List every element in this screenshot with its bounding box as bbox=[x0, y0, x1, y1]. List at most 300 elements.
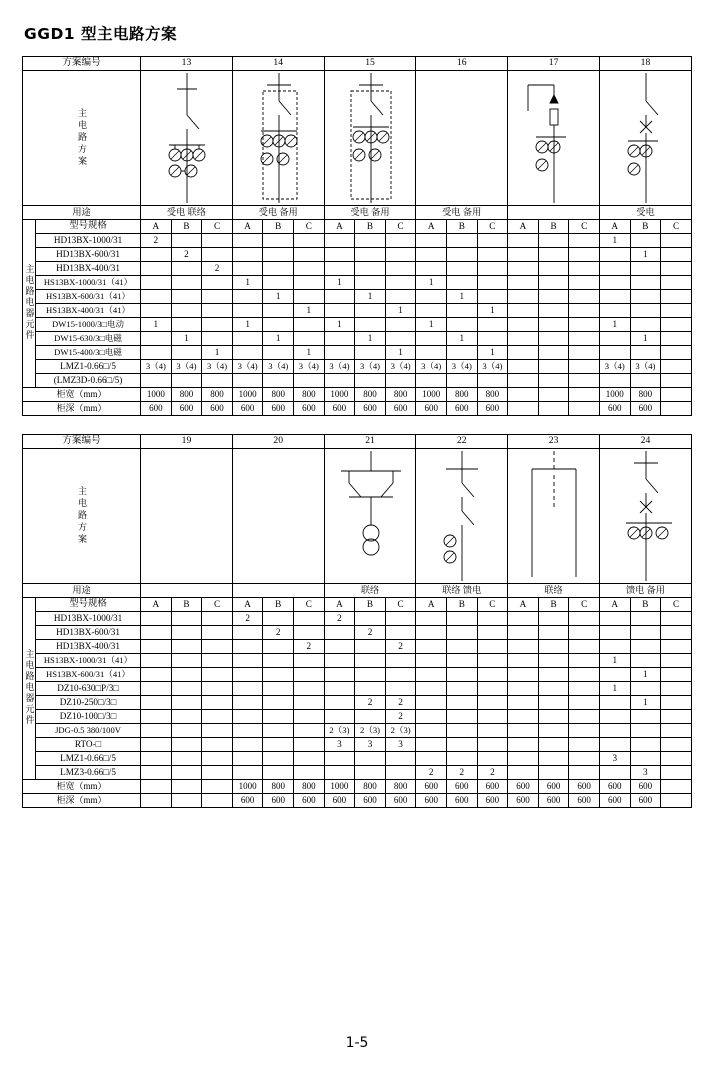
cell: 600 bbox=[294, 402, 325, 416]
cell: 600 bbox=[324, 794, 355, 808]
cell: 1 bbox=[416, 276, 447, 290]
cell bbox=[324, 654, 355, 668]
cell bbox=[538, 738, 569, 752]
cell bbox=[508, 738, 539, 752]
cell bbox=[171, 304, 202, 318]
cell bbox=[324, 262, 355, 276]
table-row bbox=[23, 360, 692, 374]
cell bbox=[355, 262, 386, 276]
phase-header-a: A bbox=[324, 220, 355, 234]
cell: 1 bbox=[355, 332, 386, 346]
cell: 600 bbox=[538, 780, 569, 794]
cell bbox=[477, 626, 508, 640]
phase-header-a: A bbox=[508, 220, 539, 234]
table-row bbox=[23, 766, 692, 780]
cell bbox=[141, 262, 172, 276]
circuit-diagram-23 bbox=[508, 449, 600, 584]
cell: 1 bbox=[324, 318, 355, 332]
cell: 800 bbox=[355, 388, 386, 402]
table-row bbox=[23, 276, 692, 290]
phase-header-c: C bbox=[294, 598, 325, 612]
phase-header-b: B bbox=[446, 598, 477, 612]
cell bbox=[569, 682, 600, 696]
cell bbox=[355, 374, 386, 388]
circuit-diagram-18 bbox=[599, 71, 691, 206]
cell bbox=[263, 682, 294, 696]
cell bbox=[416, 262, 447, 276]
scheme-number-17: 17 bbox=[508, 57, 600, 71]
cell bbox=[232, 640, 263, 654]
scheme-no-header: 方案编号 bbox=[23, 435, 141, 449]
cell: 1 bbox=[477, 304, 508, 318]
cell bbox=[385, 766, 416, 780]
cell: 1 bbox=[171, 332, 202, 346]
cell bbox=[538, 360, 569, 374]
phase-header-b: B bbox=[355, 220, 386, 234]
cell: 800 bbox=[294, 780, 325, 794]
phase-header-b: B bbox=[446, 220, 477, 234]
circuit-diagram-24 bbox=[599, 449, 691, 584]
cell bbox=[446, 738, 477, 752]
cell bbox=[324, 668, 355, 682]
table-row bbox=[23, 668, 692, 682]
cell bbox=[171, 696, 202, 710]
cell bbox=[630, 738, 661, 752]
table-row bbox=[23, 682, 692, 696]
cell bbox=[171, 766, 202, 780]
cell bbox=[599, 304, 630, 318]
cell bbox=[477, 738, 508, 752]
phase-header-a: A bbox=[599, 220, 630, 234]
cell bbox=[202, 766, 233, 780]
cell bbox=[630, 724, 661, 738]
cell bbox=[538, 290, 569, 304]
cell bbox=[355, 234, 386, 248]
table-row bbox=[23, 626, 692, 640]
cell: 2 bbox=[263, 626, 294, 640]
cell bbox=[661, 668, 692, 682]
model-spec-header: 型号规格 bbox=[36, 220, 141, 234]
phase-header-c: C bbox=[477, 598, 508, 612]
cell bbox=[202, 710, 233, 724]
main-circuit-scheme-label: 主电路方案 bbox=[23, 71, 141, 206]
cell bbox=[416, 248, 447, 262]
cell bbox=[599, 374, 630, 388]
cell bbox=[141, 724, 172, 738]
cell bbox=[446, 318, 477, 332]
table-row bbox=[23, 654, 692, 668]
cell bbox=[202, 374, 233, 388]
cell bbox=[569, 752, 600, 766]
cell bbox=[385, 654, 416, 668]
cell bbox=[630, 374, 661, 388]
cell bbox=[202, 668, 233, 682]
table-row bbox=[23, 374, 692, 388]
cell: 1000 bbox=[599, 388, 630, 402]
cell bbox=[141, 276, 172, 290]
scheme-no-header: 方案编号 bbox=[23, 57, 141, 71]
cell bbox=[355, 766, 386, 780]
cell bbox=[569, 234, 600, 248]
cell bbox=[294, 612, 325, 626]
cell bbox=[416, 290, 447, 304]
cell bbox=[538, 262, 569, 276]
cell bbox=[538, 612, 569, 626]
cell bbox=[355, 752, 386, 766]
cell bbox=[569, 304, 600, 318]
cell: 600 bbox=[446, 794, 477, 808]
cell: 600 bbox=[599, 780, 630, 794]
cell bbox=[477, 332, 508, 346]
cell bbox=[538, 724, 569, 738]
cell bbox=[508, 766, 539, 780]
cell bbox=[294, 262, 325, 276]
cell bbox=[171, 276, 202, 290]
cell: 2 bbox=[446, 766, 477, 780]
cell bbox=[294, 626, 325, 640]
table-row bbox=[23, 220, 692, 234]
cell: 1 bbox=[446, 332, 477, 346]
cell bbox=[661, 402, 692, 416]
component-name: HD13BX-1000/31 bbox=[36, 234, 141, 248]
cell bbox=[202, 640, 233, 654]
cell bbox=[263, 696, 294, 710]
cell: 1 bbox=[599, 234, 630, 248]
cell: 600 bbox=[569, 780, 600, 794]
cell bbox=[202, 318, 233, 332]
cell: 2 bbox=[416, 766, 447, 780]
scheme-number-23: 23 bbox=[508, 435, 600, 449]
cell bbox=[661, 276, 692, 290]
cell: 1000 bbox=[324, 388, 355, 402]
component-name: HS13BX-1000/31（41） bbox=[36, 654, 141, 668]
cell bbox=[446, 654, 477, 668]
phase-header-c: C bbox=[569, 220, 600, 234]
cell bbox=[446, 276, 477, 290]
cell bbox=[324, 710, 355, 724]
cell bbox=[324, 290, 355, 304]
cell bbox=[599, 626, 630, 640]
cell bbox=[232, 626, 263, 640]
cell bbox=[446, 374, 477, 388]
cell bbox=[477, 710, 508, 724]
cell bbox=[141, 290, 172, 304]
table-row bbox=[23, 612, 692, 626]
cell bbox=[232, 346, 263, 360]
cell bbox=[385, 290, 416, 304]
cell bbox=[661, 766, 692, 780]
table-row bbox=[23, 262, 692, 276]
cell bbox=[477, 724, 508, 738]
cell bbox=[538, 346, 569, 360]
cell bbox=[202, 780, 233, 794]
cell: 1 bbox=[385, 346, 416, 360]
cell bbox=[141, 696, 172, 710]
cell bbox=[569, 654, 600, 668]
phase-header-b: B bbox=[538, 220, 569, 234]
table-row bbox=[23, 640, 692, 654]
component-name: RTO-□ bbox=[36, 738, 141, 752]
component-name: HS13BX-600/31（41） bbox=[36, 290, 141, 304]
cell: 1000 bbox=[232, 388, 263, 402]
cell bbox=[477, 682, 508, 696]
cell bbox=[569, 318, 600, 332]
cell bbox=[232, 332, 263, 346]
phase-header-c: C bbox=[385, 220, 416, 234]
cell bbox=[294, 654, 325, 668]
cell bbox=[141, 626, 172, 640]
cell bbox=[538, 318, 569, 332]
cell bbox=[599, 724, 630, 738]
cell: 1 bbox=[477, 346, 508, 360]
cell bbox=[355, 304, 386, 318]
cell bbox=[446, 248, 477, 262]
cell bbox=[141, 612, 172, 626]
cell: 3 bbox=[630, 766, 661, 780]
cell bbox=[263, 318, 294, 332]
cell: 1000 bbox=[141, 388, 172, 402]
cell bbox=[416, 234, 447, 248]
cell bbox=[661, 290, 692, 304]
cell bbox=[232, 248, 263, 262]
cell: 600 bbox=[294, 794, 325, 808]
cell: 1 bbox=[630, 696, 661, 710]
components-side-label: 主电路电器元件 bbox=[23, 598, 36, 780]
cell bbox=[538, 388, 569, 402]
cell bbox=[355, 682, 386, 696]
cell bbox=[263, 654, 294, 668]
cell: 3 bbox=[355, 738, 386, 752]
table-row bbox=[23, 598, 692, 612]
cell bbox=[416, 738, 447, 752]
cell bbox=[263, 724, 294, 738]
cell bbox=[538, 752, 569, 766]
cell: 2 bbox=[477, 766, 508, 780]
cell bbox=[263, 248, 294, 262]
cell bbox=[416, 374, 447, 388]
phase-header-c: C bbox=[661, 598, 692, 612]
cell bbox=[569, 360, 600, 374]
cell bbox=[599, 276, 630, 290]
cell bbox=[508, 318, 539, 332]
cell bbox=[263, 612, 294, 626]
cell: 3（4) bbox=[263, 360, 294, 374]
circuit-diagram-17 bbox=[508, 71, 600, 206]
phase-header-c: C bbox=[202, 598, 233, 612]
usage-14: 受电 备用 bbox=[232, 206, 324, 220]
cell bbox=[538, 374, 569, 388]
cell bbox=[569, 612, 600, 626]
cell bbox=[141, 332, 172, 346]
cell bbox=[141, 752, 172, 766]
cell bbox=[569, 640, 600, 654]
component-name: HD13BX-400/31 bbox=[36, 262, 141, 276]
usage-21: 联络 bbox=[324, 584, 416, 598]
model-spec-header: 型号规格 bbox=[36, 598, 141, 612]
cell bbox=[171, 738, 202, 752]
cell bbox=[385, 276, 416, 290]
scheme-number-20: 20 bbox=[232, 435, 324, 449]
cell: 1 bbox=[324, 276, 355, 290]
cell bbox=[385, 752, 416, 766]
cell: 1 bbox=[263, 290, 294, 304]
cell: 600 bbox=[630, 402, 661, 416]
cell: 600 bbox=[477, 780, 508, 794]
cell bbox=[661, 738, 692, 752]
cell bbox=[508, 360, 539, 374]
cell bbox=[171, 346, 202, 360]
scheme-number-21: 21 bbox=[324, 435, 416, 449]
cell: 800 bbox=[263, 388, 294, 402]
cell bbox=[141, 738, 172, 752]
cell bbox=[630, 234, 661, 248]
cell bbox=[508, 374, 539, 388]
cell bbox=[232, 682, 263, 696]
cell: 1 bbox=[355, 290, 386, 304]
cell: 1 bbox=[232, 276, 263, 290]
table-row bbox=[23, 794, 692, 808]
cell bbox=[508, 276, 539, 290]
cell bbox=[294, 374, 325, 388]
cell bbox=[141, 374, 172, 388]
phase-header-b: B bbox=[171, 598, 202, 612]
cell bbox=[508, 724, 539, 738]
cell bbox=[661, 626, 692, 640]
phase-header-c: C bbox=[477, 220, 508, 234]
cell bbox=[141, 640, 172, 654]
cell: 1 bbox=[630, 332, 661, 346]
table-row bbox=[23, 57, 692, 71]
phase-header-a: A bbox=[508, 598, 539, 612]
cell bbox=[661, 640, 692, 654]
cell: 3（4) bbox=[294, 360, 325, 374]
cell: 3（4) bbox=[630, 360, 661, 374]
phase-header-c: C bbox=[294, 220, 325, 234]
cell bbox=[599, 640, 630, 654]
cell bbox=[232, 724, 263, 738]
cell bbox=[171, 612, 202, 626]
page-title: GGD1 型主电路方案 bbox=[24, 25, 177, 43]
cell bbox=[477, 374, 508, 388]
cell bbox=[141, 346, 172, 360]
cell: 600 bbox=[477, 402, 508, 416]
cell: 3 bbox=[599, 752, 630, 766]
phase-header-b: B bbox=[630, 220, 661, 234]
cell: 1 bbox=[294, 346, 325, 360]
cell bbox=[569, 290, 600, 304]
cell bbox=[538, 640, 569, 654]
cell bbox=[355, 248, 386, 262]
cell bbox=[141, 710, 172, 724]
cell bbox=[630, 346, 661, 360]
cell bbox=[630, 290, 661, 304]
cell: 3 bbox=[324, 738, 355, 752]
table-row bbox=[23, 449, 692, 584]
cell bbox=[569, 276, 600, 290]
cell bbox=[569, 332, 600, 346]
phase-header-a: A bbox=[416, 220, 447, 234]
cell bbox=[661, 794, 692, 808]
cell: 3 bbox=[385, 738, 416, 752]
cell: 600 bbox=[416, 402, 447, 416]
cell: 3（4) bbox=[355, 360, 386, 374]
component-name: DW15-400/3□电磁 bbox=[36, 346, 141, 360]
usage-20 bbox=[232, 584, 324, 598]
cell bbox=[508, 234, 539, 248]
cell bbox=[416, 724, 447, 738]
cell bbox=[263, 262, 294, 276]
cell: 600 bbox=[263, 794, 294, 808]
cell bbox=[416, 612, 447, 626]
cell bbox=[324, 766, 355, 780]
cell bbox=[508, 696, 539, 710]
cell bbox=[630, 276, 661, 290]
cell bbox=[324, 374, 355, 388]
cell bbox=[141, 682, 172, 696]
cell bbox=[355, 640, 386, 654]
cell bbox=[263, 346, 294, 360]
cell bbox=[171, 626, 202, 640]
cell: 3（4) bbox=[202, 360, 233, 374]
cell bbox=[538, 696, 569, 710]
cell: 600 bbox=[630, 780, 661, 794]
cell bbox=[416, 696, 447, 710]
cell bbox=[661, 262, 692, 276]
cell bbox=[202, 304, 233, 318]
cell: 2 bbox=[294, 640, 325, 654]
cell: 2（3) bbox=[355, 724, 386, 738]
cell: 600 bbox=[446, 402, 477, 416]
cell: 600 bbox=[508, 794, 539, 808]
cell: 2 bbox=[232, 612, 263, 626]
cell bbox=[202, 752, 233, 766]
cell bbox=[599, 262, 630, 276]
cell bbox=[416, 640, 447, 654]
cell: 600 bbox=[324, 402, 355, 416]
table-row bbox=[23, 304, 692, 318]
cell: 800 bbox=[202, 388, 233, 402]
cell bbox=[232, 752, 263, 766]
cell bbox=[202, 794, 233, 808]
table-row bbox=[23, 724, 692, 738]
scheme-table-2 bbox=[22, 434, 692, 808]
cell bbox=[477, 612, 508, 626]
cell bbox=[416, 654, 447, 668]
cell bbox=[538, 682, 569, 696]
cell bbox=[324, 332, 355, 346]
cell bbox=[630, 654, 661, 668]
usage-header: 用途 bbox=[23, 584, 141, 598]
cell: 2 bbox=[385, 710, 416, 724]
phase-header-b: B bbox=[263, 598, 294, 612]
cell bbox=[661, 248, 692, 262]
cell: 800 bbox=[630, 388, 661, 402]
cell: 1 bbox=[263, 332, 294, 346]
cell bbox=[508, 654, 539, 668]
cell bbox=[232, 710, 263, 724]
cell bbox=[232, 262, 263, 276]
cell: 600 bbox=[355, 402, 386, 416]
cell bbox=[661, 682, 692, 696]
cell bbox=[355, 710, 386, 724]
cell bbox=[385, 248, 416, 262]
cell bbox=[569, 626, 600, 640]
cell bbox=[141, 794, 172, 808]
cell bbox=[171, 724, 202, 738]
table-row bbox=[23, 71, 692, 206]
cell: 3（4) bbox=[599, 360, 630, 374]
cell bbox=[294, 682, 325, 696]
